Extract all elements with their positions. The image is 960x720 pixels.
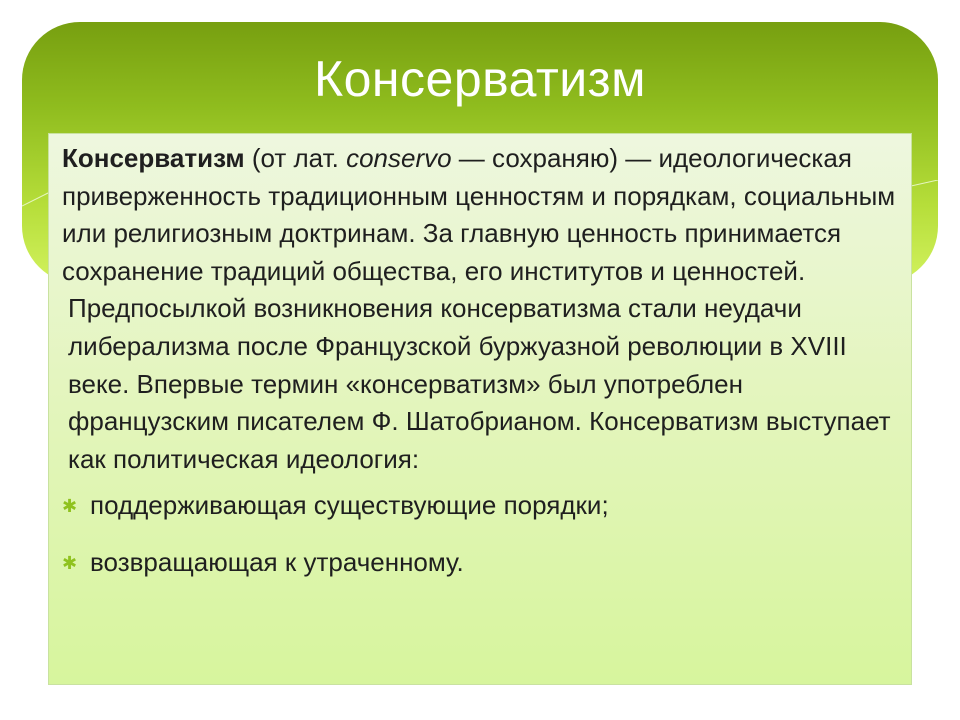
slide-title: Консерватизм bbox=[313, 51, 646, 107]
latin-word: conservo bbox=[346, 143, 452, 173]
definition-paragraph bbox=[62, 140, 907, 290]
asterisk-bullet-icon: ✱ bbox=[62, 552, 78, 573]
definition-part-1: (от лат. bbox=[251, 143, 339, 173]
history-paragraph: Предпосылкой возникновения консерватизма стали неудачи либерализма после Французской буржуазной революции в XVIII веке. Впервые термин «консерватизм» был употреблен французским писателем Ф. Шатобрианом. Консерватизм выступает как политическая идеология: bbox=[68, 293, 891, 474]
content-text bbox=[62, 140, 907, 601]
definition-part-2: — сохраняю) — идеологическая приверженность традиционным ценностям и порядкам, социальным или религиозным доктринам. За главную ценность принимается сохранение традиций общества, его институтов и ценностей. bbox=[62, 143, 896, 286]
bullet-list bbox=[62, 487, 907, 581]
definition-term: Консерватизм bbox=[62, 143, 245, 173]
asterisk-bullet-icon: ✱ bbox=[62, 496, 78, 517]
bullet-text: поддерживающая существующие порядки; bbox=[90, 490, 609, 521]
bullet-item bbox=[62, 487, 907, 525]
bullet-text: возвращающая к утраченному. bbox=[90, 546, 464, 577]
bullet-item bbox=[62, 544, 907, 582]
